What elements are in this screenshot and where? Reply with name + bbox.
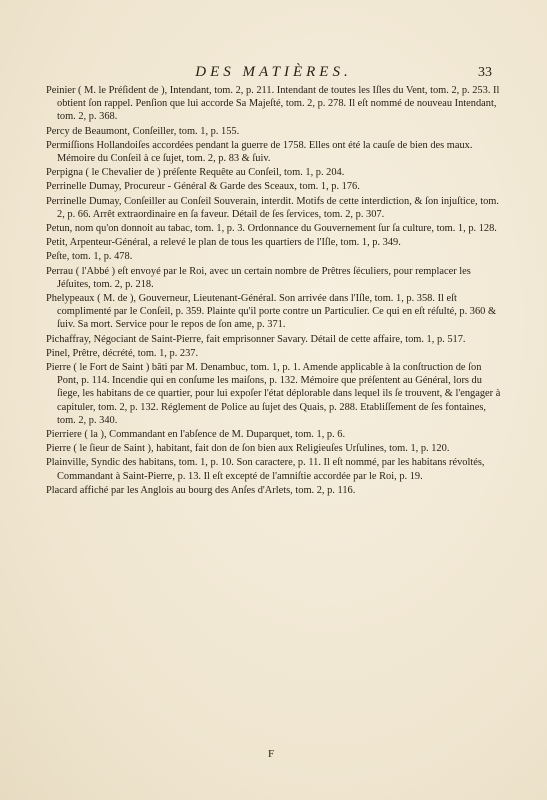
index-entry: Placard affiché par les Anglois au bourg des Anſes d'Arlets, tom. 2, p. 116. [46,484,356,496]
index-entry: Pinel, Prêtre, décrété, tom. 1, p. 237. [46,347,199,359]
index-entry: Pierre ( le Fort de Saint ) bâti par M. Denambuc, tom. 1, p. 1. Amende applicable à la conſtruction de ſon Pont, p. 114. Incendie qui en conſume les maiſons, p. 132. Mémoire que préſentent au Général, lors du ſiege, les habitans de ce quartier, pour lui expoſer l'état déplorable dans lequel ils ſe trouvent, & l'engager à capituler, tom. 2, p. 132. Réglement de Police au ſujet des Quais, p. 288. Etabliſſement de ſes fontaines, tom. 2, p. 340. [46,362,501,426]
index-entry: Petun, nom qu'on donnoit au tabac, tom. 1, p. 3. Ordonnance du Gouvernement ſur ſa culture, tom. 1, p. 128. [46,223,497,235]
index-entry: Pierre ( le ſieur de Saint ), habitant, fait don de ſon bien aux Religieuſes Urſulines, tom. 1, p. 120. [46,443,450,455]
index-entry: Perrinelle Dumay, Procureur - Général & Garde des Sceaux, tom. 1, p. 176. [46,181,360,193]
index-entry: Perrau ( l'Abbé ) eſt envoyé par le Roi, avec un certain nombre de Prêtres ſéculiers, pour remplacer les Jéſuites, tom. 2, p. 218. [46,265,471,290]
index-entry: Perpigna ( le Chevalier de ) préſente Requête au Conſeil, tom. 1, p. 204. [46,167,345,179]
index-entry: Petit, Arpenteur-Général, a relevé le plan de tous les quartiers de l'Iſle, tom. 1, p. 349. [46,237,401,249]
page-header [0,64,547,86]
index-entries [46,84,502,498]
index-entry: Perrinelle Dumay, Conſeiller au Conſeil Souverain, interdit. Motifs de cette interdiction, & ſon injuſtice, tom. 2, p. 66. Arrêt extraordinaire en ſa faveur. Détail de ſes ſervices, tom. 2, p. 307. [46,195,499,220]
index-entry: Phelypeaux ( M. de ), Gouverneur, Lieutenant-Général. Son arrivée dans l'Iſle, tom. 1, p. 358. Il eſt complimenté par le Conſeil, p. 359. Plainte qu'il porte contre un Particulier. Ce qui en eſt réſulté, p. 360 & ſuiv. Sa mort. Service pour le repos de ſon ame, p. 371. [46,293,497,331]
signature-mark: F [268,748,275,760]
index-entry: Plainville, Syndic des habitans, tom. 1, p. 10. Son caractere, p. 11. Il eſt nommé, par les habitans révoltés, Commandant à Saint-Pierre, p. 13. Il eſt excepté de l'amniſtie accordée par le Roi, p. 19. [46,457,485,482]
index-entry: Pichaffray, Négociant de Saint-Pierre, fait emprisonner Savary. Détail de cette affaire, tom. 1, p. 517. [46,333,466,345]
index-entry: Peinier ( M. le Préſident de ), Intendant, tom. 2, p. 211. Intendant de toutes les Iſles du Vent, tom. 2, p. 253. Il obtient ſon rappel. Penſion que lui accorde Sa Majeſté, tom. 2, p. 278. Il eſt nommé de nouveau Intendant, tom. 2, p. 368. [46,85,500,123]
index-entry: Permiſſions Hollandoiſes accordées pendant la guerre de 1758. Elles ont été la cauſe de bien des maux. Mémoire du Conſeil à ce ſujet, tom. 2, p. 83 & ſuiv. [46,139,473,165]
page-number: 33 [478,65,492,80]
index-entry: Pierriere ( la ), Commandant en l'abſence de M. Duparquet, tom. 1, p. 6. [46,429,346,441]
index-entry: Percy de Beaumont, Conſeiller, tom. 1, p. 155. [46,125,240,137]
index-entry: Peſte, tom. 1, p. 478. [46,251,133,263]
running-title: DES MATIÈRES. [195,64,352,80]
